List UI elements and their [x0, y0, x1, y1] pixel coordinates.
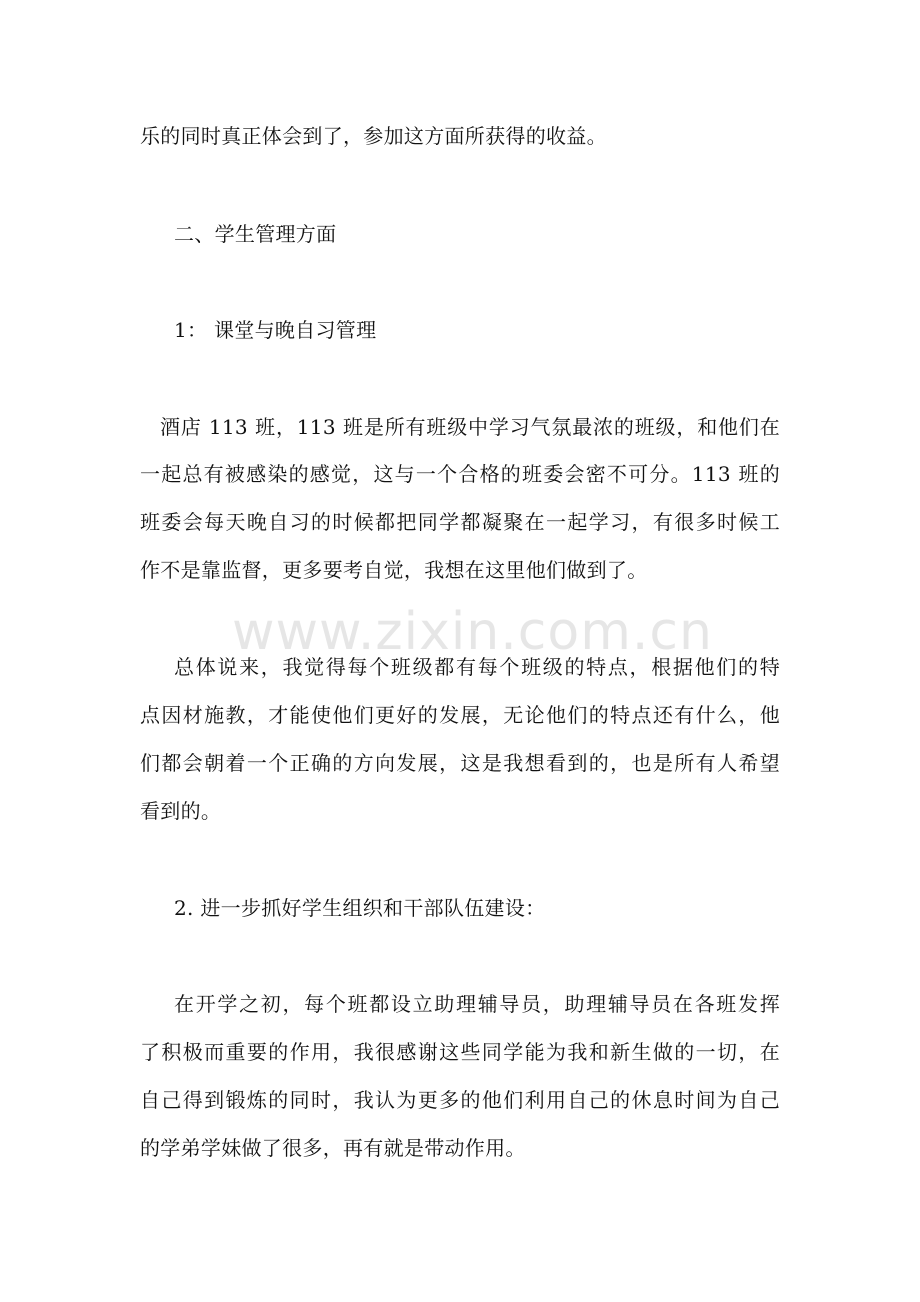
text-line: 乐的同时真正体会到了，参加这方面所获得的收益。 — [140, 124, 607, 148]
text-line: 看到的。 — [140, 799, 222, 823]
text-line: 酒店 113 班，113 班是所有班级中学习气氛最浓的班级，和他们在 — [160, 415, 780, 439]
text-line: 点因材施教，才能使他们更好的发展，无论他们的特点还有什么，他 — [140, 703, 780, 727]
text-line: 一起总有被感染的感觉，这与一个合格的班委会密不可分。113 班的 — [140, 462, 780, 486]
heading-text: 2. 进一步抓好学生组织和干部队伍建设： — [174, 896, 546, 920]
text-line: 总体说来，我觉得每个班级都有每个班级的特点，根据他们的特 — [174, 655, 780, 679]
heading-text: 二、学生管理方面 — [174, 222, 337, 246]
text-line: 自己得到锻炼的同时，我认为更多的他们利用自己的休息时间为自己 — [140, 1088, 780, 1112]
text-line: 的学弟学妹做了很多，再有就是带动作用。 — [140, 1136, 526, 1160]
text-line: 们都会朝着一个正确的方向发展，这是我想看到的，也是所有人希望 — [140, 751, 780, 775]
text-line: 在开学之初，每个班都设立助理辅导员，助理辅导员在各班发挥 — [174, 992, 780, 1016]
text-line: 作不是靠监督，更多要考自觉，我想在这里他们做到了。 — [140, 558, 648, 582]
text-line: 了积极而重要的作用，我很感谢这些同学能为我和新生做的一切，在 — [140, 1040, 780, 1064]
text-line: 班委会每天晚自习的时候都把同学都凝聚在一起学习，有很多时候工 — [140, 510, 780, 534]
heading-text: 1： 课堂与晚自习管理 — [174, 318, 377, 342]
watermark: www.zixin.com.cn — [232, 602, 713, 662]
